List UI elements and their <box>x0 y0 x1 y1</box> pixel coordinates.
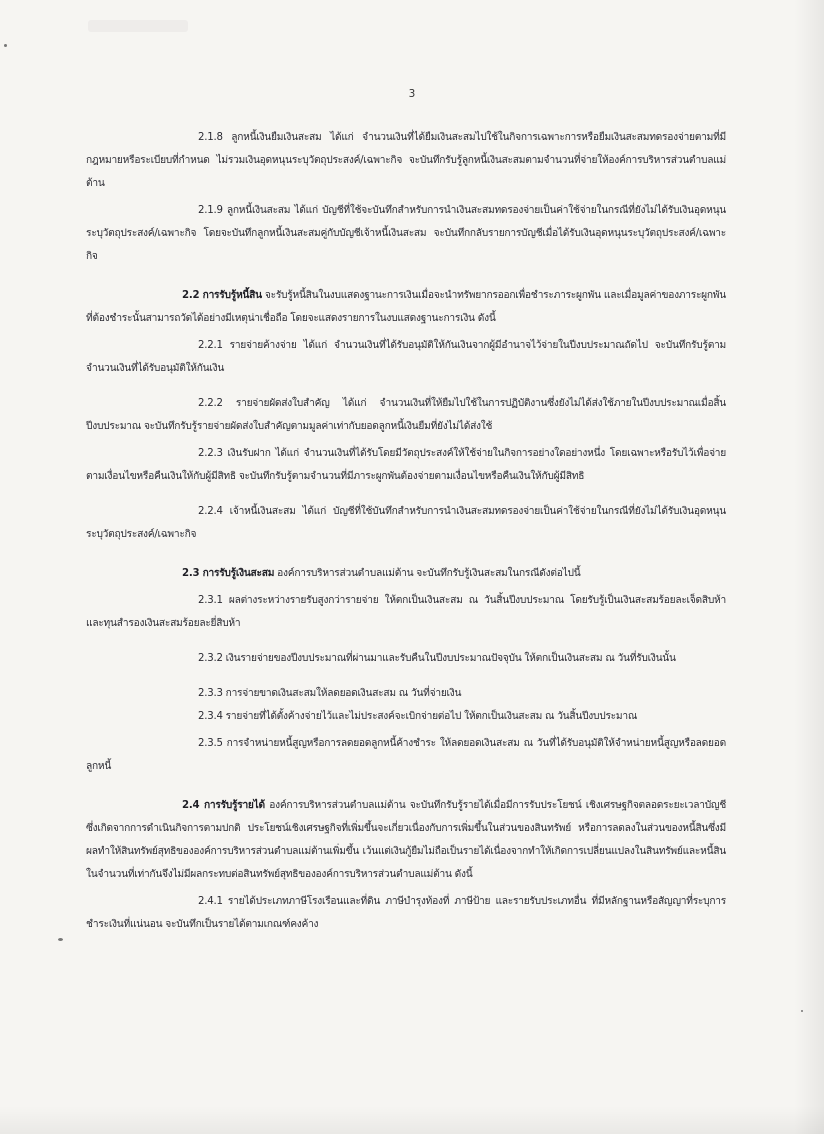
paragraph-2-3-5: 2.3.5 การจำหน่ายหนี้สูญหรือการลดยอดลูกหนี้ค้างชำระ ให้ลดยอดเงินสะสม ณ วันที่ได้รับอนุมัติให้จำหน่ายหนี้สูญหรือลดยอดลูกหนี้ <box>86 738 726 772</box>
section-2-2-paragraph <box>86 284 726 330</box>
paragraph-2-1-9: 2.1.9 ลูกหนี้เงินสะสม ได้แก่ บัญชีที่ใช้จะบันทึกสำหรับการนำเงินสะสมทดรองจ่ายเป็นค่าใช้จ่ายในกรณีที่ยังไม่ได้รับเงินอุดหนุนระบุวัตถุประสงค์/เฉพาะกิจ โดยจะบันทึกลูกหนี้เงินสะสมคู่กับบัญชีเจ้าหนี้เงินสะสม จะบันทึกกลับรายการบัญชีเมื่อได้รับเงินอุดหนุนระบุวัตถุประสงค์/เฉพาะกิจ <box>86 205 726 262</box>
page-number: 3 <box>408 88 416 100</box>
scan-speck <box>4 44 7 47</box>
scan-edge-shadow <box>794 0 824 1134</box>
section-text-2-2: จะรับรู้หนี้สินในงบแสดงฐานะการเงินเมื่อจะนำทรัพยากรออกเพื่อชำระภาระผูกพัน และเมื่อมูลค่าของภาระผูกพันที่ต้องชำระนั้นสามารถวัดได้อย่างมีเหตุน่าเชื่อถือ โดยจะแสดงรายการในงบแสดงฐานะการเงิน ดังนี้ <box>86 290 726 324</box>
paragraph-2-1-8: 2.1.8 ลูกหนี้เงินยืมเงินสะสม ได้แก่ จำนวนเงินที่ได้ยืมเงินสะสมไปใช้ในกิจการเฉพาะการหรือยืมเงินสะสมทดรองจ่ายตามที่มีกฎหมายหรือระเบียบที่กำหนด ไม่รวมเงินอุดหนุนระบุวัตถุประสงค์/เฉพาะกิจ จะบันทึกรับรู้ลูกหนี้เงินสะสมตามจำนวนที่จ่ายให้องค์การบริหารส่วนตำบลแม่ต้าน <box>86 132 726 189</box>
section-text-2-4: องค์การบริหารส่วนตำบลแม่ต้าน จะบันทึกรับรู้รายได้เมื่อมีการรับประโยชน์ เชิงเศรษฐกิจตลอดระยะเวลาบัญชีซึ่งเกิดจากการดำเนินกิจการตามปกติ ประโยชน์เชิงเศรษฐกิจที่เพิ่มขึ้นจะเกี่ยวเนื่องกับการเพิ่มขึ้นในส่วนของสินทรัพย์ หรือการลดลงในส่วนของหนี้สินซึ่งมีผลทำให้สินทรัพย์สุทธิขององค์การบริหารส่วนตำบลแม่ต้านเพิ่มขึ้น เว้นแต่เงินกู้ยืมไม่ถือเป็นรายได้เนื่องจากทำให้เกิดการเปลี่ยนแปลงในสินทรัพย์และหนี้สินในจำนวนที่เท่ากันจึงไม่มีผลกระทบต่อสินทรัพย์สุทธิขององค์การบริหารส่วนตำบลแม่ต้าน ดังนี้ <box>86 800 727 880</box>
scan-edge-shadow <box>0 1106 824 1134</box>
paragraph-2-3-4: 2.3.4 รายจ่ายที่ได้ตั้งค้างจ่ายไว้และไม่ประสงค์จะเบิกจ่ายต่อไป ให้ตกเป็นเงินสะสม ณ วันสิ้นปีงบประมาณ <box>198 711 638 722</box>
paragraph-2-2-4: 2.2.4 เจ้าหนี้เงินสะสม ได้แก่ บัญชีที่ใช้บันทึกสำหรับการนำเงินสะสมทดรองจ่ายเป็นค่าใช้จ่ายในกรณีที่ยังไม่ได้รับเงินอุดหนุนระบุวัตถุประสงค์/เฉพาะกิจ <box>86 506 726 540</box>
paragraph-2-2-2: 2.2.2 รายจ่ายผัดส่งใบสำคัญ ได้แก่ จำนวนเงินที่ให้ยืมไปใช้ในการปฏิบัติงานซึ่งยังไม่ได้ส่งใช้ภายในปีงบประมาณเมื่อสิ้นปีงบประมาณ จะบันทึกรับรู้รายจ่ายผัดส่งใบสำคัญตามมูลค่าเท่ากับยอดลูกหนี้เงินยืมที่ยังไม่ได้ส่งใช้ <box>86 398 726 432</box>
paragraph-2-3-2: 2.3.2 เงินรายจ่ายของปีงบประมาณที่ผ่านมาและรับคืนในปีงบประมาณปัจจุบัน ให้ตกเป็นเงินสะสม ณ วันที่รับเงินนั้น <box>198 653 676 664</box>
scan-speck <box>58 938 63 941</box>
paragraph-2-2-1: 2.2.1 รายจ่ายค้างจ่าย ได้แก่ จำนวนเงินที่ได้รับอนุมัติให้กันเงินจากผู้มีอำนาจไว้จ่ายในปีงบประมาณถัดไป จะบันทึกรับรู้ตามจำนวนเงินที่ได้รับอนุมัติให้กันเงิน <box>86 340 726 374</box>
document-body <box>86 126 726 936</box>
paragraph-2-3-3: 2.3.3 การจ่ายขาดเงินสะสมให้ลดยอดเงินสะสม ณ วันที่จ่ายเงิน <box>198 688 462 699</box>
section-heading-2-3: 2.3 การรับรู้เงินสะสม <box>182 568 275 579</box>
section-heading-2-4: 2.4 การรับรู้รายได้ <box>182 800 265 811</box>
paragraph-2-2-3: 2.2.3 เงินรับฝาก ได้แก่ จำนวนเงินที่ได้รับโดยมีวัตถุประสงค์ให้ใช้จ่ายในกิจการอย่างใดอย่างหนึ่ง โดยเฉพาะหรือรับไว้เพื่อจ่ายตามเงื่อนไขหรือคืนเงินให้กับผู้มีสิทธิ จะบันทึกรับรู้ตามจำนวนที่มีภาระผูกพันต้องจ่ายตามเงื่อนไขหรือคืนเงินให้กับผู้มีสิทธิ <box>86 448 726 482</box>
section-heading-2-2: 2.2 การรับรู้หนี้สิน <box>182 290 262 301</box>
section-2-3-paragraph <box>86 562 726 585</box>
paragraph-2-3-1: 2.3.1 ผลต่างระหว่างรายรับสูงกว่ารายจ่าย ให้ตกเป็นเงินสะสม ณ วันสิ้นปีงบประมาณ โดยรับรู้เป็นเงินสะสมร้อยละเจ็ดสิบห้า และทุนสำรองเงินสะสมร้อยละยี่สิบห้า <box>86 595 726 629</box>
scan-smudge <box>88 20 188 32</box>
paragraph-2-4-1: 2.4.1 รายได้ประเภทภาษีโรงเรือนและที่ดิน ภาษีบำรุงท้องที่ ภาษีป้าย และรายรับประเภทอื่น ที่มีหลักฐานหรือสัญญาที่ระบุการชำระเงินที่แน่นอน จะบันทึกเป็นรายได้ตามเกณฑ์คงค้าง <box>86 896 726 930</box>
section-2-4-paragraph <box>86 794 726 886</box>
section-text-2-3: องค์การบริหารส่วนตำบลแม่ต้าน จะบันทึกรับรู้เงินสะสมในกรณีดังต่อไปนี้ <box>274 568 581 579</box>
